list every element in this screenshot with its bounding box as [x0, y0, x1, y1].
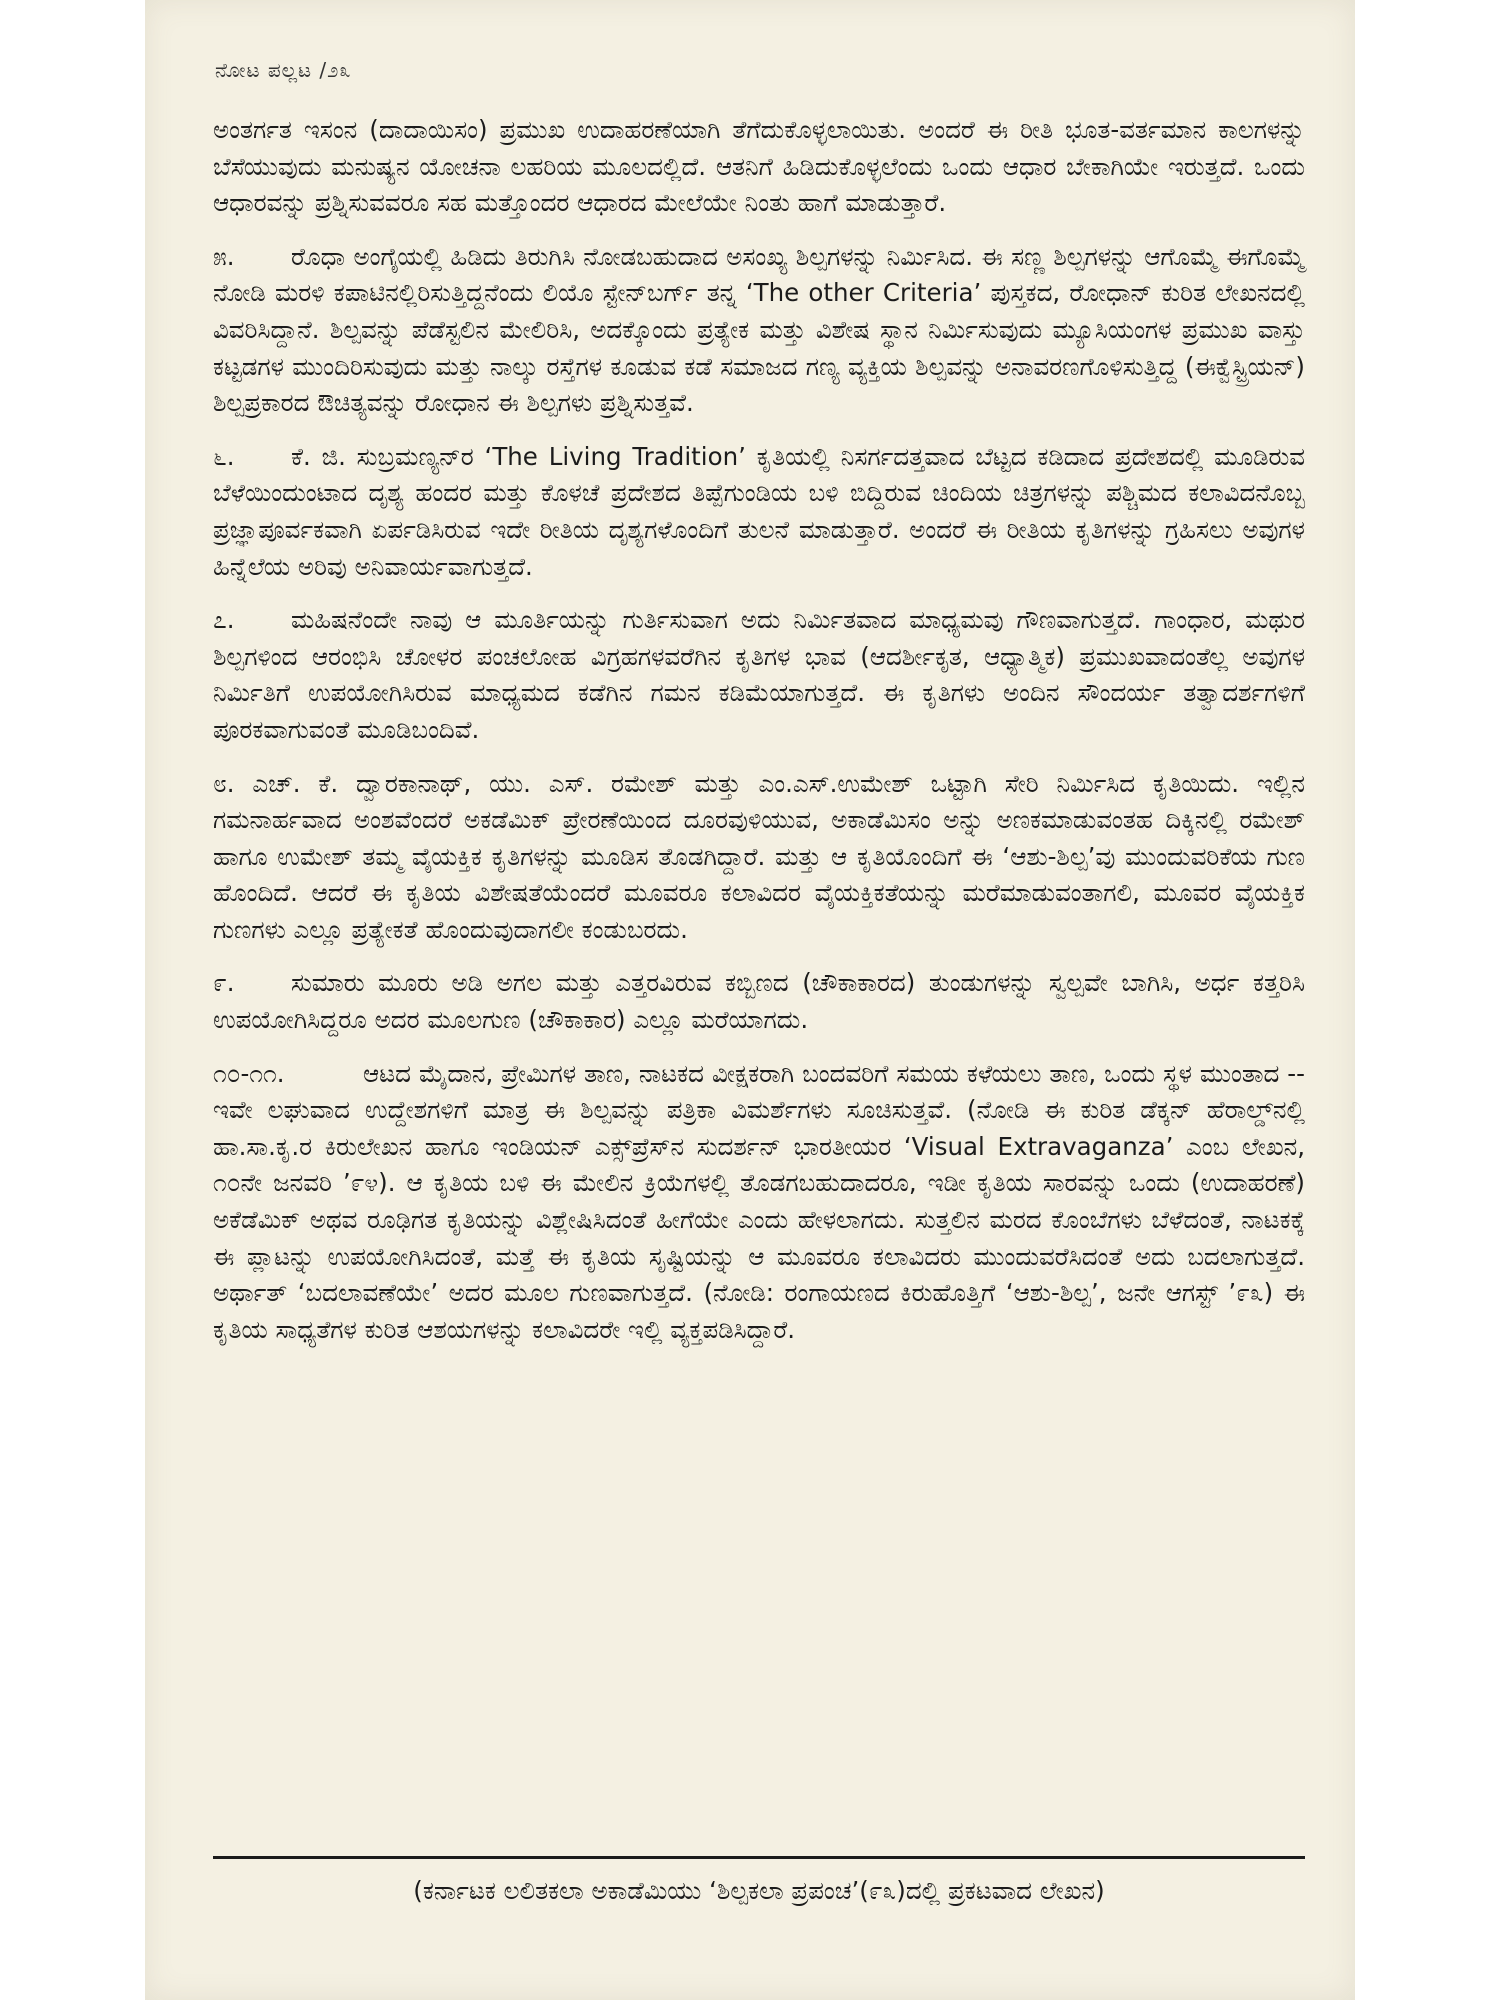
note-number: ೫. — [213, 241, 235, 271]
paragraph-text: ಅಂತರ್ಗತ ಇಸಂನ (ದಾದಾಯಿಸಂ) ಪ್ರಮುಖ ಉದಾಹರಣೆಯಾಗಿ ತೆಗೆದುಕೊಳ್ಳಲಾಯಿತು. ಅಂದರೆ ಈ ರೀತಿ ಭೂತ-ವರ್ತಮಾನ ಕಾಲಗಳನ್ನು ಬೆಸೆಯುವುದು ಮನುಷ್ಯನ ಯೋಚನಾ ಲಹರಿಯ ಮೂಲದಲ್ಲಿದೆ. ಆತನಿಗೆ ಹಿಡಿದುಕೊಳ್ಳಲೆಂದು ಒಂದು ಆಧಾರ ಬೇಕಾಗಿಯೇ ಇರುತ್ತದೆ. ಒಂದು ಆಧಾರವನ್ನು ಪ್ರಶ್ನಿಸುವವರೂ ಸಹ ಮತ್ತೊಂದರ ಆಧಾರದ ಮೇಲೆಯೇ ನಿಂತು ಹಾಗೆ ಮಾಡುತ್ತಾರೆ. — [213, 115, 1305, 218]
note-text: ಮಹಿಷನೆಂದೇ ನಾವು ಆ ಮೂರ್ತಿಯನ್ನು ಗುರ್ತಿಸುವಾಗ ಅದು ನಿರ್ಮಿತವಾದ ಮಾಧ್ಯಮವು ಗೌಣವಾಗುತ್ತದೆ. ಗಾಂಧಾರ, ಮಥುರ ಶಿಲ್ಪಗಳಿಂದ ಆರಂಭಿಸಿ ಚೋಳರ ಪಂಚಲೋಹ ವಿಗ್ರಹಗಳವರೆಗಿನ ಕೃತಿಗಳ ಭಾವ (ಆದರ್ಶೀಕೃತ, ಆಧ್ಯಾತ್ಮಿಕ) ಪ್ರಮುಖವಾದಂತೆಲ್ಲ ಅವುಗಳ ನಿರ್ಮಿತಿಗೆ ಉಪಯೋಗಿಸಿರುವ ಮಾಧ್ಯಮದ ಕಡೆಗಿನ ಗಮನ ಕಡಿಮೆಯಾಗುತ್ತದೆ. ಈ ಕೃತಿಗಳು ಅಂದಿನ ಸೌಂದರ್ಯ ತತ್ವಾದರ್ಶಗಳಿಗೆ ಪೂರಕವಾಗುವಂತೆ ಮೂಡಿಬಂದಿವೆ. — [213, 605, 1305, 744]
note-7 — [213, 602, 1305, 748]
note-number: ೧೦-೧೧. — [213, 1058, 285, 1088]
paragraph-continuation — [213, 112, 1305, 222]
note-number: ೯. — [213, 968, 235, 998]
note-9 — [213, 965, 1305, 1038]
note-text: ಕೆ. ಜಿ. ಸುಬ್ರಮಣ್ಯನ್‌ರ ‘The Living Tradition’ ಕೃತಿಯಲ್ಲಿ ನಿಸರ್ಗದತ್ತವಾದ ಬೆಟ್ಟದ ಕಡಿದಾದ ಪ್ರದೇಶದಲ್ಲಿ ಮೂಡಿರುವ ಬೆಳೆಯಿಂದುಂಟಾದ ದೃಶ್ಯ ಹಂದರ ಮತ್ತು ಕೊಳಚೆ ಪ್ರದೇಶದ ತಿಪ್ಪೆಗುಂಡಿಯ ಬಳಿ ಬಿದ್ದಿರುವ ಚಿಂದಿಯ ಚಿತ್ರಗಳನ್ನು ಪಶ್ಚಿಮದ ಕಲಾವಿದನೊಬ್ಬ ಪ್ರಜ್ಞಾಪೂರ್ವಕವಾಗಿ ಏರ್ಪಡಿಸಿರುವ ಇದೇ ರೀತಿಯ ದೃಶ್ಯಗಳೊಂದಿಗೆ ತುಲನೆ ಮಾಡುತ್ತಾರೆ. ಅಂದರೆ ಈ ರೀತಿಯ ಕೃತಿಗಳನ್ನು ಗ್ರಹಿಸಲು ಅವುಗಳ ಹಿನ್ನೆಲೆಯ ಅರಿವು ಅನಿವಾರ್ಯವಾಗುತ್ತದೆ. — [213, 441, 1305, 581]
footer-rule — [213, 1856, 1305, 1859]
note-5 — [213, 239, 1305, 422]
article-body — [213, 112, 1305, 1365]
note-text: ಸುಮಾರು ಮೂರು ಅಡಿ ಅಗಲ ಮತ್ತು ಎತ್ತರವಿರುವ ಕಬ್ಬಿಣದ (ಚೌಕಾಕಾರದ) ತುಂಡುಗಳನ್ನು ಸ್ವಲ್ಪವೇ ಬಾಗಿಸಿ, ಅರ್ಧ ಕತ್ತರಿಸಿ ಉಪಯೋಗಿಸಿದ್ದರೂ ಅದರ ಮೂಲಗುಣ (ಚೌಕಾಕಾರ) ಎಲ್ಲೂ ಮರೆಯಾಗದು. — [213, 968, 1305, 1035]
source-note: (ಕರ್ನಾಟಕ ಲಲಿತಕಲಾ ಅಕಾಡೆಮಿಯು ‘ಶಿಲ್ಪಕಲಾ ಪ್ರಪಂಚ’(೯೩)ದಲ್ಲಿ ಪ್ರಕಟವಾದ ಲೇಖನ) — [413, 1876, 1105, 1905]
note-number: ೭. — [213, 605, 235, 635]
note-text: ಆಟದ ಮೈದಾನ, ಪ್ರೇಮಿಗಳ ತಾಣ, ನಾಟಕದ ವೀಕ್ಷಕರಾಗಿ ಬಂದವರಿಗೆ ಸಮಯ ಕಳೆಯಲು ತಾಣ, ಒಂದು ಸ್ಥಳ ಮುಂತಾದ -- ಇವೇ ಲಘುವಾದ ಉದ್ದೇಶಗಳಿಗೆ ಮಾತ್ರ ಈ ಶಿಲ್ಪವನ್ನು ಪತ್ರಿಕಾ ವಿಮರ್ಶೆಗಳು ಸೂಚಿಸುತ್ತವೆ. (ನೋಡಿ ಈ ಕುರಿತ ಡೆಕ್ಕನ್ ಹೆರಾಲ್ಡ್‌ನಲ್ಲಿ ಹಾ.ಸಾ.ಕೃ.ರ ಕಿರುಲೇಖನ ಹಾಗೂ ಇಂಡಿಯನ್ ಎಕ್ಸ್‌ಪ್ರೆಸ್‌ನ ಸುದರ್ಶನ್ ಭಾರತೀಯರ ‘Visual Extravaganza’ ಎಂಬ ಲೇಖನ, ೧೦ನೇ ಜನವರಿ ’೯೪). ಆ ಕೃತಿಯ ಬಳಿ ಈ ಮೇಲಿನ ಕ್ರಿಯೆಗಳಲ್ಲಿ ತೊಡಗಬಹುದಾದರೂ, ಇಡೀ ಕೃತಿಯ ಸಾರವನ್ನು ಒಂದು (ಉದಾಹರಣೆ) ಅಕೆಡೆಮಿಕ್ ಅಥವ ರೂಢಿಗತ ಕೃತಿಯನ್ನು ವಿಶ್ಲೇಷಿಸಿದಂತೆ ಹೀಗೆಯೇ ಎಂದು ಹೇಳಲಾಗದು. ಸುತ್ತಲಿನ ಮರದ ಕೊಂಬೆಗಳು ಬೆಳೆದಂತೆ, ನಾಟಕಕ್ಕೆ ಈ ಪ್ಲಾಟನ್ನು ಉಪಯೋಗಿಸಿದಂತೆ, ಮತ್ತೆ ಈ ಕೃತಿಯ ಸೃಷ್ಟಿಯನ್ನು ಆ ಮೂವರೂ ಕಲಾವಿದರು ಮುಂದುವರೆಸಿದಂತೆ ಅದು ಬದಲಾಗುತ್ತದೆ. ಅರ್ಥಾತ್ ‘ಬದಲಾವಣೆಯೇ’ ಅದರ ಮೂಲ ಗುಣವಾಗುತ್ತದೆ. (ನೋಡಿ: ರಂಗಾಯಣದ ಕಿರುಹೊತ್ತಿಗೆ ‘ಆಶು-ಶಿಲ್ಪ’, ಜನೇ ಆಗಸ್ಟ್ ’೯೩) ಈ ಕೃತಿಯ ಸಾಧ್ಯತೆಗಳ ಕುರಿತ ಆಶಯಗಳನ್ನು ಕಲಾವಿದರೇ ಇಲ್ಲಿ ವ್ಯಕ್ತಪಡಿಸಿದ್ದಾರೆ. — [213, 1058, 1305, 1344]
running-head: ನೋಟ ಪಲ್ಲಟ /೨೩ — [215, 58, 352, 82]
note-text: ರೊಧಾ ಅಂಗೈಯಲ್ಲಿ ಹಿಡಿದು ತಿರುಗಿಸಿ ನೋಡಬಹುದಾದ ಅಸಂಖ್ಯ ಶಿಲ್ಪಗಳನ್ನು ನಿರ್ಮಿಸಿದ. ಈ ಸಣ್ಣ ಶಿಲ್ಪಗಳನ್ನು ಆಗೊಮ್ಮೆ ಈಗೊಮ್ಮೆ ನೋಡಿ ಮರಳಿ ಕಪಾಟಿನಲ್ಲಿರಿಸುತ್ತಿದ್ದನೆಂದು ಲಿಯೊ ಸ್ಟೇನ್‌ಬರ್ಗ್ ತನ್ನ ‘The other Criteria’ ಪುಸ್ತಕದ, ರೋಧಾನ್ ಕುರಿತ ಲೇಖನದಲ್ಲಿ ವಿವರಿಸಿದ್ದಾನೆ. ಶಿಲ್ಪವನ್ನು ಪೆಡೆಸ್ಟಲಿನ ಮೇಲಿರಿಸಿ, ಅದಕ್ಕೊಂದು ಪ್ರತ್ಯೇಕ ಮತ್ತು ವಿಶೇಷ ಸ್ಥಾನ ನಿರ್ಮಿಸುವುದು ಮ್ಯೂಸಿಯಂಗಳ ಪ್ರಮುಖ ವಾಸ್ತು ಕಟ್ಟಡಗಳ ಮುಂದಿರಿಸುವುದು ಮತ್ತು ನಾಲ್ಕು ರಸ್ತೆಗಳ ಕೂಡುವ ಕಡೆ ಸಮಾಜದ ಗಣ್ಯ ವ್ಯಕ್ತಿಯ ಶಿಲ್ಪವನ್ನು ಅನಾವರಣಗೊಳಿಸುತ್ತಿದ್ದ (ಈಕ್ವೆಸ್ಟ್ರಿಯನ್) ಶಿಲ್ಪಪ್ರಕಾರದ ಔಚಿತ್ಯವನ್ನು ರೋಧಾನ ಈ ಶಿಲ್ಪಗಳು ಪ್ರಶ್ನಿಸುತ್ತವೆ. — [213, 241, 1305, 418]
note-text: ೮. ಎಚ್. ಕೆ. ದ್ವಾರಕಾನಾಥ್, ಯು. ಎಸ್. ರಮೇಶ್ ಮತ್ತು ಎಂ.ಎಸ್.ಉಮೇಶ್ ಒಟ್ಟಾಗಿ ಸೇರಿ ನಿರ್ಮಿಸಿದ ಕೃತಿಯಿದು. ಇಲ್ಲಿನ ಗಮನಾರ್ಹವಾದ ಅಂಶವೆಂದರೆ ಅಕಡೆಮಿಕ್ ಪ್ರೇರಣೆಯಿಂದ ದೂರವುಳಿಯುವ, ಅಕಾಡೆಮಿಸಂ ಅನ್ನು ಅಣಕಮಾಡುವಂತಹ ದಿಕ್ಕಿನಲ್ಲಿ ರಮೇಶ್ ಹಾಗೂ ಉಮೇಶ್ ತಮ್ಮ ವೈಯಕ್ತಿಕ ಕೃತಿಗಳನ್ನು ಮೂಡಿಸ ತೊಡಗಿದ್ದಾರೆ. ಮತ್ತು ಆ ಕೃತಿಯೊಂದಿಗೆ ಈ ‘ಆಶು-ಶಿಲ್ಪ’ವು ಮುಂದುವರಿಕೆಯ ಗುಣ ಹೊಂದಿದೆ. ಆದರೆ ಈ ಕೃತಿಯ ವಿಶೇಷತೆಯೆಂದರೆ ಮೂವರೂ ಕಲಾವಿದರ ವೈಯಕ್ತಿಕತೆಯನ್ನು ಮರೆಮಾಡುವಂತಾಗಲಿ, ಮೂವರ ವೈಯಕ್ತಿಕ ಗುಣಗಳು ಎಲ್ಲೂ ಪ್ರತ್ಯೇಕತೆ ಹೊಂದುವುದಾಗಲೀ ಕಂಡುಬರದು. — [213, 768, 1305, 944]
note-8 — [213, 766, 1305, 949]
note-10-11 — [213, 1056, 1305, 1349]
note-number: ೬. — [213, 441, 235, 471]
book-page — [145, 0, 1355, 2000]
note-6 — [213, 439, 1305, 585]
